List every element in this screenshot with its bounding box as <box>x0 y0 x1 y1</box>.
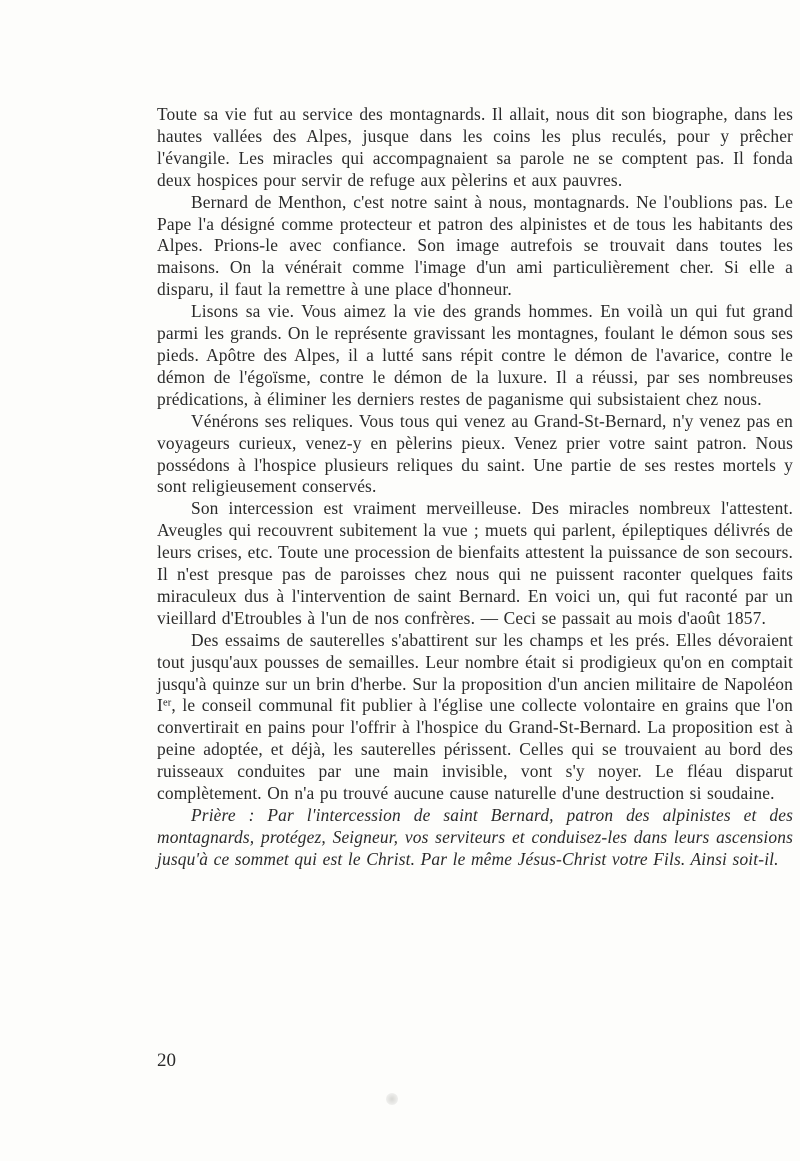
paragraph-lisons-sa-vie: Lisons sa vie. Vous aimez la vie des grands hommes. En voilà un qui fut grand parmi les grands. On le représente gravissant les montagnes, foulant le démon sous ses pieds. Apôtre des Alpes, il a lutté sans répit contre le démon de l'avarice, contre le démon de l'égoïsme, contre le démon de la luxure. Il a réussi, par ses nombreuses prédications, à éliminer les derniers restes de paganisme qui subsistaient chez nous. <box>157 301 793 409</box>
prayer-paragraph: Prière : Par l'intercession de saint Bernard, patron des alpinistes et des montagnards, protégez, Seigneur, vos serviteurs et conduisez-les dans leurs ascensions jusqu'à ce sommet qui est le Christ. Par le même Jésus-Christ votre Fils. Ainsi soit-il. <box>157 805 793 869</box>
paragraph-sauterelles-part1: Des essaims de sauterelles s'abattirent sur les champs et les prés. Elles dévoraient tout jusqu'aux pousses de semailles. Leur nombre était si prodigieux qu'on en comptait jusqu'à quinze sur un brin d'herbe. Sur la proposition d'un ancien militaire de Napoléon I <box>157 629 793 716</box>
paragraph-venerons-reliques: Vénérons ses reliques. Vous tous qui venez au Grand-St-Bernard, n'y venez pas en voyageurs curieux, venez-y en pèlerins pieux. Venez prier votre saint patron. Nous possédons à l'hospice plusieurs reliques du saint. Une partie de ses restes mortels y sont religieusement conservés. <box>157 410 793 497</box>
page-number: 20 <box>157 1050 176 1071</box>
paragraph-sauterelles-part2: , le conseil communal fit publier à l'église une collecte volontaire en grains que l'on convertirait en pains pour l'offrir à l'hospice du Grand-St-Bernard. La proposition est à peine adoptée, et déjà, les sauterelles périssent. Celles qui se trouvaient au bord des ruisseaux conduites par une main invisible, vont s'y noyer. Le fléau disparut complètement. On n'a pu trouvé aucune cause naturelle d'une destruction si soudaine. <box>157 695 793 804</box>
paper-blemish <box>386 1093 398 1105</box>
paragraph-vie-service: Toute sa vie fut au service des montagnards. Il allait, nous dit son biographe, dans les hautes vallées des Alpes, jusque dans les coins les plus reculés, pour y prêcher l'évangile. Les miracles qui accompagnaient sa parole ne se comptent pas. Il fonda deux hospices pour servir de refuge aux pèlerins et aux pauvres. <box>157 104 793 190</box>
paragraph-intercession: Son intercession est vraiment merveilleuse. Des miracles nombreux l'attestent. Aveugles qui recouvrent subitement la vue ; muets qui parlent, épileptiques délivrés de leurs crises, etc. Toute une procession de bienfaits attestent la puissance de son secours. Il n'est presque pas de paroisses chez nous qui ne puissent raconter quelques faits miraculeux dus à l'intervention de saint Bernard. En voici un, qui fut raconté par un vieillard d'Etroubles à l'un de nos confrères. — Ceci se passait au mois d'août 1857. <box>157 498 793 628</box>
superscript-er: er <box>162 697 172 709</box>
page-body <box>157 104 793 871</box>
paragraph-bernard-menthon: Bernard de Menthon, c'est notre saint à nous, montagnards. Ne l'oublions pas. Le Pape l'a désigné comme protecteur et patron des alpinistes et de tous les habitants des Alpes. Prions-le avec confiance. Son image autrefois se trouvait dans toutes les maisons. On la vénérait comme l'image d'un ami particulièrement cher. Si elle a disparu, il faut la remettre à une place d'honneur. <box>157 191 793 300</box>
paragraph-sauterelles <box>157 630 793 805</box>
